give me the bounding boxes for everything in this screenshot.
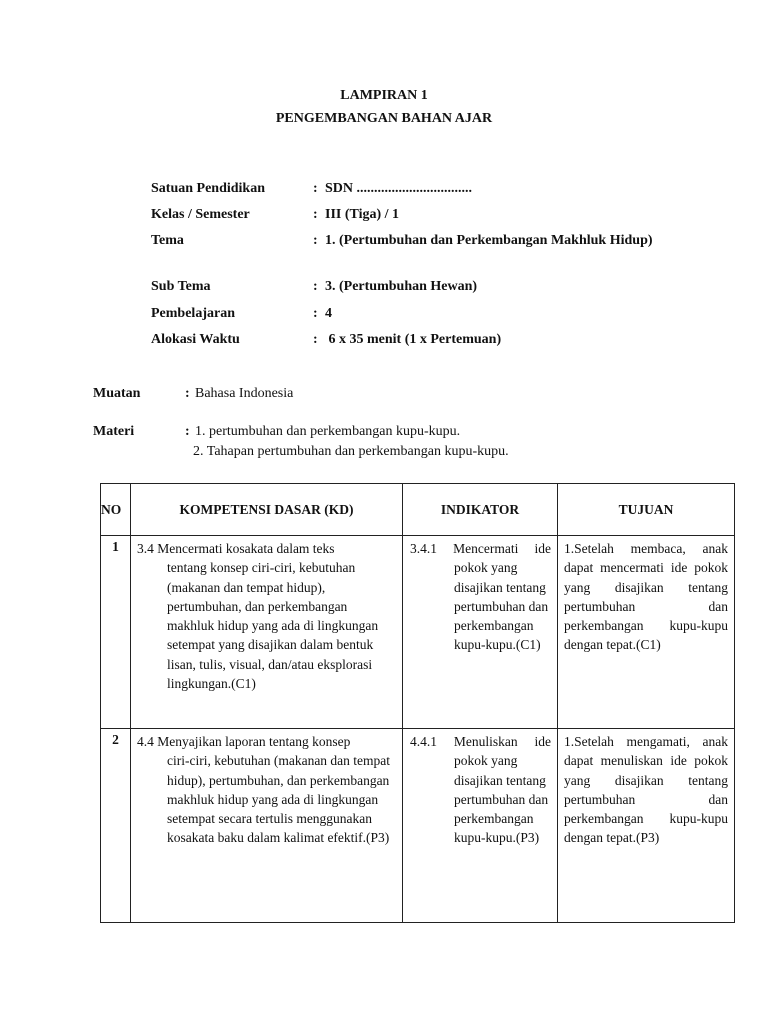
identity-label: Kelas / Semester — [151, 207, 250, 222]
table-row — [101, 536, 735, 729]
kd-text-rest: ciri-ciri, kebutuhan (makanan dan tempat hidup), pertumbuhan, dan perkembangan makhluk hidup yang ada di lingkungan setempat secara tertulis menggunakan kosakata baku dalam kalimat efektif.(P3) — [167, 753, 391, 846]
kd-text-first: 3.4 Mencermati kosakata dalam teks — [137, 541, 335, 556]
header-tujuan: TUJUAN — [558, 484, 735, 536]
identity-colon: : — [313, 332, 318, 347]
identity-label: Sub Tema — [151, 279, 211, 294]
identity-value: 3. (Pertumbuhan Hewan) — [325, 279, 478, 294]
identity-colon: : — [313, 181, 318, 196]
identity-value: III (Tiga) / 1 — [325, 207, 400, 222]
materi-colon: : — [185, 424, 190, 439]
indikator-text-first: 4.4.1 Menuliskan ide — [410, 734, 551, 749]
row-number: 1 — [101, 536, 131, 729]
kd-text-first: 4.4 Menyajikan laporan tentang konsep — [137, 734, 351, 749]
identity-value: SDN ................................. — [325, 181, 473, 196]
identity-label: Alokasi Waktu — [151, 332, 240, 347]
identity-value: 4 — [325, 306, 332, 321]
header-indikator: INDIKATOR — [403, 484, 558, 536]
identity-colon: : — [313, 233, 318, 248]
identity-value: 6 x 35 menit (1 x Pertemuan) — [325, 332, 502, 347]
kd-text-rest: tentang konsep ciri-ciri, kebutuhan (makanan dan tempat hidup), pertumbuhan, dan perkembangan makhluk hidup yang ada di lingkungan setempat yang disajikan dalam bentuk lisan, tulis, visual, dan/atau eksplorasi lingkungan.(C1) — [167, 560, 379, 692]
header-no: NO — [101, 484, 131, 536]
muatan-value: Bahasa Indonesia — [195, 386, 294, 401]
tujuan-cell: 1.Setelah mengamati, anak dapat menuliskan ide pokok yang disajikan tentang pertumbuhan dan perkembangan kupu-kupu dengan tepat.(P3) — [558, 729, 735, 923]
identity-value: 1. (Pertumbuhan dan Perkembangan Makhluk Hidup) — [325, 233, 653, 248]
row-number: 2 — [101, 729, 131, 923]
materi-item: 2. Tahapan pertumbuhan dan perkembangan kupu-kupu. — [193, 444, 509, 459]
indikator-text-rest: pokok yang disajikan tentang pertumbuhan dan perkembangan kupu-kupu.(C1) — [454, 560, 549, 653]
header-kd: KOMPETENSI DASAR (KD) — [131, 484, 403, 536]
materi-item: 1. pertumbuhan dan perkembangan kupu-kupu. — [195, 424, 461, 439]
identity-colon: : — [313, 279, 318, 294]
document-subtitle: PENGEMBANGAN BAHAN AJAR — [275, 111, 493, 126]
competency-table — [100, 483, 735, 923]
identity-colon: : — [313, 306, 318, 321]
table-row — [101, 729, 735, 923]
materi-label: Materi — [93, 424, 135, 439]
identity-colon: : — [313, 207, 318, 222]
muatan-colon: : — [185, 386, 190, 401]
indikator-text-rest: pokok yang disajikan tentang pertumbuhan dan perkembangan kupu-kupu.(P3) — [454, 753, 549, 846]
indikator-cell — [403, 729, 558, 923]
muatan-label: Muatan — [93, 386, 141, 401]
table-header-row — [101, 484, 735, 536]
tujuan-cell: 1.Setelah membaca, anak dapat mencermati ide pokok yang disajikan tentang pertumbuhan dan perkembangan kupu-kupu dengan tepat.(C1) — [558, 536, 735, 729]
kd-cell — [131, 729, 403, 923]
identity-label: Tema — [151, 233, 184, 248]
identity-label: Satuan Pendidikan — [151, 181, 265, 196]
indikator-text-first: 3.4.1 Mencermati ide — [410, 541, 551, 556]
document-title: LAMPIRAN 1 — [340, 88, 428, 103]
kd-cell — [131, 536, 403, 729]
identity-label: Pembelajaran — [151, 306, 235, 321]
indikator-cell — [403, 536, 558, 729]
